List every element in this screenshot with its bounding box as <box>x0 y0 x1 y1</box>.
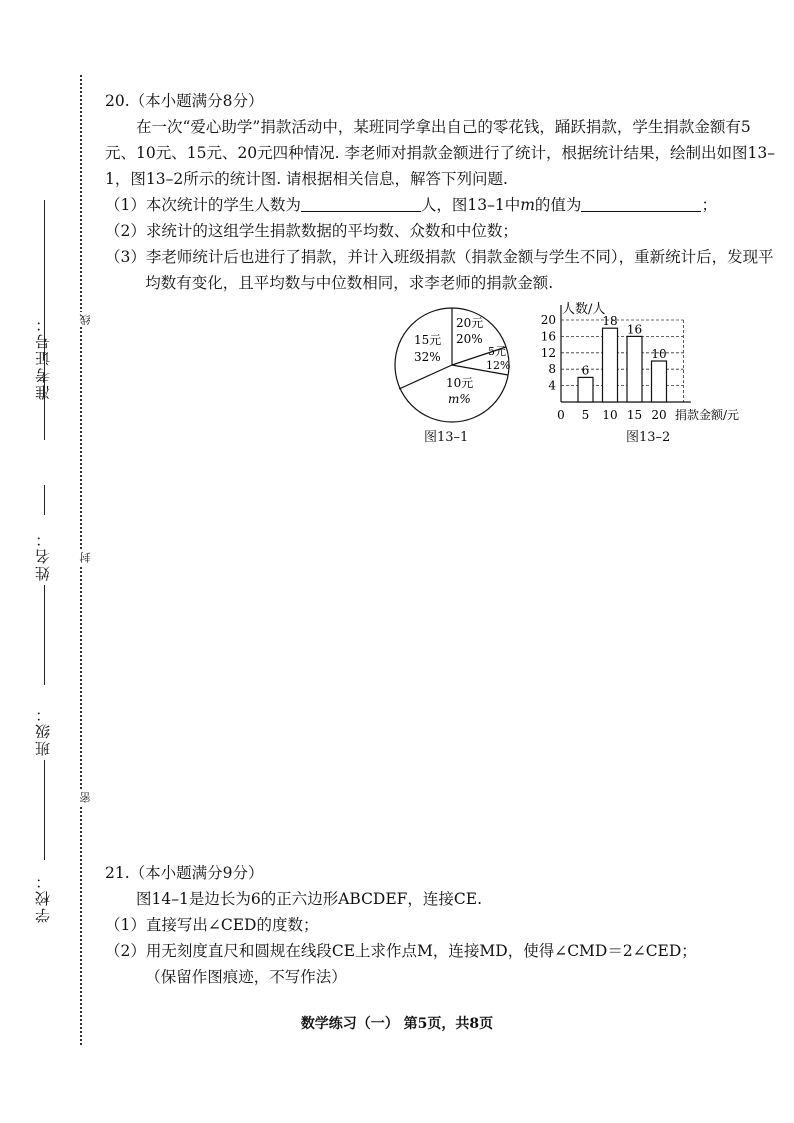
bar-5 <box>578 377 593 402</box>
fig13-1-caption: 图13–1 <box>424 430 469 445</box>
y-tick-label: 12 <box>540 345 556 360</box>
bar-value-label: 6 <box>581 363 590 378</box>
y-axis-label: 人数/人 <box>562 302 606 317</box>
pie-label-15: 15元 <box>414 333 442 347</box>
school-label: 学校： <box>34 872 52 923</box>
pie-pct-10: m% <box>448 392 471 406</box>
x-tick-label: 0 <box>557 408 565 422</box>
answer-blank[interactable] <box>581 195 701 212</box>
q21-part2: （2）用无刻度直尺和圆规在线段CE上求作点M，连接MD，使得∠CMD＝2∠CED； <box>105 942 697 960</box>
name-label: 姓名： <box>34 530 52 581</box>
seal-mark-secret: 密 <box>79 792 92 803</box>
x-tick-label: 10 <box>602 408 618 422</box>
bar-chart <box>535 297 785 427</box>
pie-label-20: 20元 <box>456 316 484 330</box>
y-tick-label: 8 <box>548 362 556 377</box>
pie-pct-15: 32% <box>414 350 441 364</box>
binding-line <box>44 485 45 515</box>
pie-label-5: 5元 <box>488 345 506 358</box>
bar-value-label: 18 <box>602 314 618 329</box>
q20-part2: （2）求统计的这组学生捐款数据的平均数、众数和中位数； <box>105 222 518 240</box>
x-tick-label: 15 <box>626 408 643 422</box>
bar-20 <box>652 361 667 402</box>
y-tick-label: 16 <box>540 329 556 344</box>
seal-mark-seal: 封 <box>79 552 92 563</box>
q21-part1: （1）直接写出∠CED的度数； <box>105 916 319 934</box>
question-21 <box>105 860 775 990</box>
seal-mark-line: 线 <box>79 314 92 325</box>
x-axis-label: 捐款金额/元 <box>675 408 740 422</box>
class-label: 班级： <box>34 705 52 756</box>
q21-intro: 图14–1是边长为6的正六边形ABCDEF，连接CE. <box>136 890 483 908</box>
y-tick-label: 20 <box>540 313 556 327</box>
pie-pct-20: 20% <box>456 332 483 346</box>
x-tick-label: 20 <box>651 408 667 422</box>
pie-chart <box>392 305 522 445</box>
fig13-2-caption: 图13–2 <box>626 430 671 445</box>
answer-blank[interactable] <box>301 195 421 212</box>
pie-pct-5: 12% <box>486 359 511 372</box>
binding-line <box>44 760 45 860</box>
q20-part3: （3）李老师统计后也进行了捐款，并计入班级捐款（捐款金额与学生不同），重新统计后，发现平均数有变化，且平均数与中位数相同，求李老师的捐款金额. <box>105 248 774 292</box>
bar-10 <box>603 328 618 402</box>
page-footer: 数学练习（一） 第5页，共8页 <box>300 1016 494 1032</box>
q20-part1: （1）本次统计的学生人数为 人，图13–1中m的值为 ； <box>105 196 717 214</box>
bar-value-label: 16 <box>626 322 643 337</box>
exam-id-label: 准考证号： <box>34 315 52 400</box>
q21-title: 21.（本小题满分9分） <box>105 864 264 882</box>
q20-title: 20.（本小题满分8分） <box>105 92 264 110</box>
pie-label-10: 10元 <box>446 376 474 390</box>
q21-part2-note: （保留作图痕迹，不写作法） <box>145 968 347 986</box>
bar-value-label: 10 <box>651 347 667 361</box>
bar-15 <box>627 336 642 402</box>
x-tick-label: 5 <box>581 408 590 422</box>
binding-line <box>44 585 45 685</box>
q20-intro: 在一次“爱心助学”捐款活动中，某班同学拿出自己的零花钱，踊跃捐款，学生捐款金额有5元、10元、15元、20元四种情况. 李老师对捐款金额进行了统计，根据统计结果，绘制出如图13–1，图13–2所示的统计图. 请根据相关信息，解答下列问题. <box>105 118 775 188</box>
y-tick-label: 4 <box>548 378 556 393</box>
question-20 <box>105 88 775 296</box>
